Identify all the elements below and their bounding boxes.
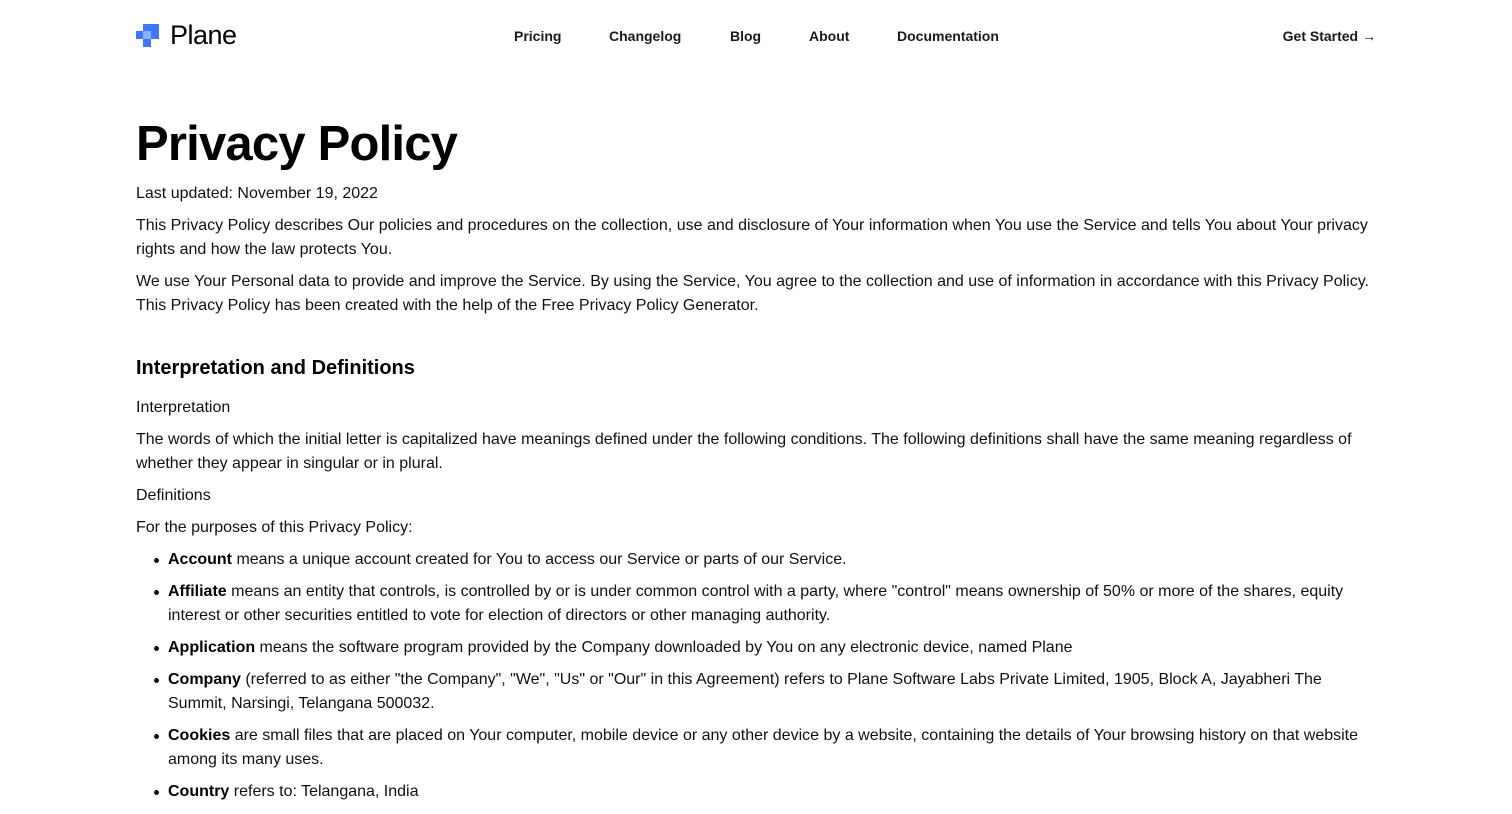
definition-item-company [168, 668, 1376, 716]
definition-text: are small files that are placed on Your computer, mobile device or any other device by a website, containing the details of Your browsing history on that website among its many uses. [168, 727, 1359, 768]
nav-documentation-link[interactable]: Documentation [897, 28, 999, 44]
interpretation-subheading: Interpretation [136, 399, 231, 416]
definitions-subheading: Definitions [136, 487, 211, 504]
definition-text: means a unique account created for You to access our Service or parts of our Service. [232, 551, 847, 568]
site-header [0, 0, 1512, 72]
privacy-policy-content [136, 112, 1376, 812]
nav-changelog-link[interactable]: Changelog [609, 28, 682, 44]
definition-text: (referred to as either "the Company", "We", "Us" or "Our" in this Agreement) refers to Plane Software Labs Private Limited, 1905, Block A, Jayabheri The Summit, Narsingi, Telangana 500032. [168, 671, 1322, 712]
definition-item-cookies [168, 724, 1376, 772]
definition-term: Affiliate [168, 583, 227, 600]
definition-term: Country [168, 783, 230, 800]
brand-name: Plane [170, 20, 237, 50]
definition-term: Company [168, 671, 241, 688]
nav-about-link[interactable]: About [809, 28, 850, 44]
interpretation-paragraph: The words of which the initial letter is capitalized have meanings defined under the following conditions. The following definitions shall have the same meaning regardless of whether they appear in singular or in plural. [136, 431, 1352, 472]
last-updated-text: Last updated: November 19, 2022 [136, 185, 378, 202]
definitions-list [136, 548, 1376, 804]
nav-pricing-link[interactable]: Pricing [514, 28, 562, 44]
definition-term: Cookies [168, 727, 231, 744]
nav-blog-link[interactable]: Blog [730, 28, 762, 44]
definition-item-account [168, 548, 1376, 572]
page-title: Privacy Policy [136, 117, 458, 171]
intro-paragraph-1: This Privacy Policy describes Our policies and procedures on the collection, use and disclosure of Your information when You use the Service and tells You about Your privacy rights and how the law protects You. [136, 217, 1368, 258]
definition-text: means the software program provided by the Company downloaded by You on any electronic device, named Plane [255, 639, 1073, 656]
definition-item-affiliate [168, 580, 1376, 628]
get-started-button[interactable]: Get Started → [1282, 28, 1376, 44]
definition-text: means an entity that controls, is controlled by or is under common control with a party, where "control" means ownership of 50% or more of the shares, equity interest or other securities entitled to vote for election of directors or other managing authority. [168, 583, 1344, 624]
definition-text: refers to: Telangana, India [229, 783, 419, 800]
definition-term: Account [168, 551, 232, 568]
definition-term: Application [168, 639, 256, 656]
definitions-intro: For the purposes of this Privacy Policy: [136, 519, 413, 536]
intro-paragraph-2: We use Your Personal data to provide and improve the Service. By using the Service, You agree to the collection and use of information in accordance with this Privacy Policy. This Privacy Policy has been created with the help of the Free Privacy Policy Generator. [136, 273, 1369, 314]
section-heading-interpretation-definitions: Interpretation and Definitions [136, 357, 415, 379]
definition-item-application [168, 636, 1376, 660]
definition-item-country [168, 780, 1376, 804]
